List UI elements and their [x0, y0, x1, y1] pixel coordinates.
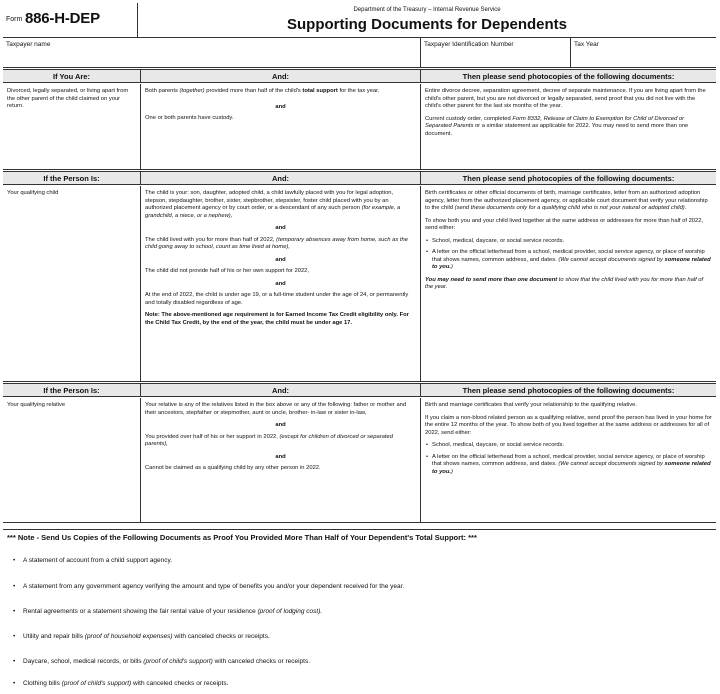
- list-item: • Daycare, school, medical records, or bills (proof of child's support) with canceled checks or receipts.: [23, 658, 310, 666]
- list-item: • Rental agreements or a statement showing the fair rental value of your residence (proof of lodging cost).: [23, 608, 322, 616]
- section2-body: [3, 186, 716, 382]
- and-separator: and: [275, 280, 286, 287]
- section2-and-b: The child lived with you for more than half of 2022, (temporary absences away from home, such as the child going away to school, count as time lived at home),: [145, 236, 408, 251]
- tax-year-label: Tax Year: [574, 41, 599, 48]
- section3-h1: If the Person Is:: [3, 384, 141, 397]
- list-item: • A statement of account from a child support agency.: [23, 557, 172, 565]
- section3-header: [3, 383, 716, 397]
- section1-docs-a: Entire divorce decree, separation agreement, decree of separate maintenance. If you are living apart from the child's other parent, but you are not divorced or legally separated, send proof that you did not live with the child's other parent for the last six months of the year.: [425, 88, 706, 110]
- section3-and-b: You provided over half of his or her support in 2022, (except for children of divorced or separated parents),: [145, 433, 393, 448]
- section3-and-a: Your relative is any of the relatives listed in the box above or any of the following: father or mother and their ancestors, stepfather or stepmother, aunt or uncle, brother- in-law or sister in-law,: [145, 402, 407, 416]
- list-item: • School, medical, daycare, or social service records.: [425, 238, 712, 246]
- section1-docs-b: Current custody order, completed Form 8332, Release of Claim to Exemption for Child of Divorced or Separated Parents or a similar statement as applicable for 2022. You may need to send more than one document.: [425, 115, 689, 137]
- list-item: • School, medical, daycare, or social service records.: [425, 442, 712, 450]
- taxpayer-row: [3, 38, 716, 68]
- list-item: • A letter on the official letterhead from a school, medical provider, social service agency, or place of worship that shows names, common address, and dates. (We cannot accept documents signed by someone related to you.): [425, 249, 712, 272]
- department: Department of the Treasury – Internal Revenue Service: [353, 7, 501, 13]
- section3-h2: And:: [141, 384, 421, 397]
- section2-and-d: At the end of 2022, the child is under age 19, or a full-time student under the age of 24, or permanently and totally disabled regardless of age.: [145, 292, 409, 306]
- tin-label: Taxpayer Identification Number: [424, 41, 514, 48]
- tin-field[interactable]: [421, 38, 571, 68]
- section1-who: Divorced, legally separated, or living apart from the other parent of the child claimed on your return.: [7, 88, 129, 110]
- section2-who: Your qualifying child: [7, 190, 59, 196]
- section3-h3: Then please send photocopies of the following documents:: [462, 386, 675, 395]
- and-separator: and: [275, 225, 286, 232]
- and-separator: and: [275, 256, 286, 263]
- list-item: • Clothing bills (proof of child's support) with canceled checks or receipts.: [23, 680, 228, 688]
- section1-body: [3, 84, 716, 170]
- section3-docs-b: If you claim a non-blood related person as a qualifying relative, send proof the person has lived in your home for the entire 12 months of the year. To show both of you lived together at the same address or addresses for all of 2022, send either:: [425, 414, 712, 436]
- section3-docs-a: Birth and marriage certificates that verify your relationship to the qualifying relative.: [425, 402, 638, 408]
- section1-h2: And:: [141, 70, 421, 83]
- taxpayer-name-field[interactable]: [3, 38, 421, 68]
- section1-and-b: One or both parents have custody.: [145, 115, 234, 122]
- section3-who: Your qualifying relative: [7, 402, 66, 408]
- section1-and-a: Both parents (together) provided more than half of the child's total support for the tax year.: [145, 88, 380, 94]
- support-note-title: *** Note - Send Us Copies of the Following Documents as Proof You Provided More Than Half of Your Dependent's Total Support: ***: [3, 529, 716, 545]
- section1-h1: If You Are:: [3, 70, 141, 83]
- section2-age-note: Note: The above-mentioned age requirement is for Earned Income Tax Credit eligibility only. For the Child Tax Credit, by the end of the year, the child must be under age 17.: [145, 312, 409, 326]
- section2-docs-a: Birth certificates or other official documents of birth, marriage certificates, letter from an authorized adoption agency, letter from the authorized placement agency, or applicable court document that verify your relationship to the child (send these documents only for a qualifying child who is not your natural or adopted child).: [425, 190, 708, 212]
- section3-doc-list: [425, 442, 712, 476]
- taxpayer-name-label: Taxpayer name: [6, 41, 51, 48]
- section2-header: [3, 171, 716, 185]
- form-label: Form: [6, 16, 23, 23]
- and-separator: and: [275, 422, 286, 429]
- form-id-box: [3, 3, 138, 38]
- section2-h1: If the Person Is:: [3, 172, 141, 185]
- and-separator: and: [275, 103, 286, 110]
- section2-docs-c: You may need to send more than one document to show that the child lived with you for more than half of the year.: [425, 276, 704, 291]
- section2-and-a: The child is your: son, daughter, adopted child, a child lawfully placed with you for legal adoption, stepson, stepdaughter, brother, sister, stepbrother, stepsister, foster child placed with you by an authorized placement agency or by court order, or a descendant of any such person (for example, a grandchild, a niece, or a nephew),: [145, 190, 401, 219]
- section1-header: [3, 69, 716, 83]
- form-number: 886-H-DEP: [25, 10, 100, 27]
- list-item: • A letter on the official letterhead from a school, medical provider, social service agency, or place of worship that shows names, common address, and dates. (We cannot accept documents signed by someone related to you.): [425, 454, 712, 477]
- section2-h3: Then please send photocopies of the following documents:: [462, 174, 675, 183]
- section2-doc-list: [425, 238, 712, 272]
- form-page: [3, 3, 716, 691]
- section2-docs-b: To show both you and your child lived together at the same address or addresses for more than half of 2022, send either:: [425, 217, 704, 232]
- tax-year-field[interactable]: [571, 38, 716, 68]
- list-item: • Utility and repair bills (proof of household expenses) with canceled checks or receipts.: [23, 633, 270, 641]
- section2-h2: And:: [141, 172, 421, 185]
- page-title: Supporting Documents for Dependents: [286, 16, 567, 33]
- section1-h3: Then please send photocopies of the following documents:: [462, 72, 675, 81]
- form-header: [3, 3, 716, 38]
- and-separator: and: [275, 453, 286, 460]
- list-item: • A statement from any government agency verifying the amount and type of benefits you and/or your dependent received for the year.: [23, 583, 404, 591]
- section3-and-c: Cannot be claimed as a qualifying child by any other person in 2022.: [145, 465, 321, 472]
- section3-body: [3, 398, 716, 523]
- section2-and-c: The child did not provide half of his or her own support for 2022,: [145, 268, 310, 275]
